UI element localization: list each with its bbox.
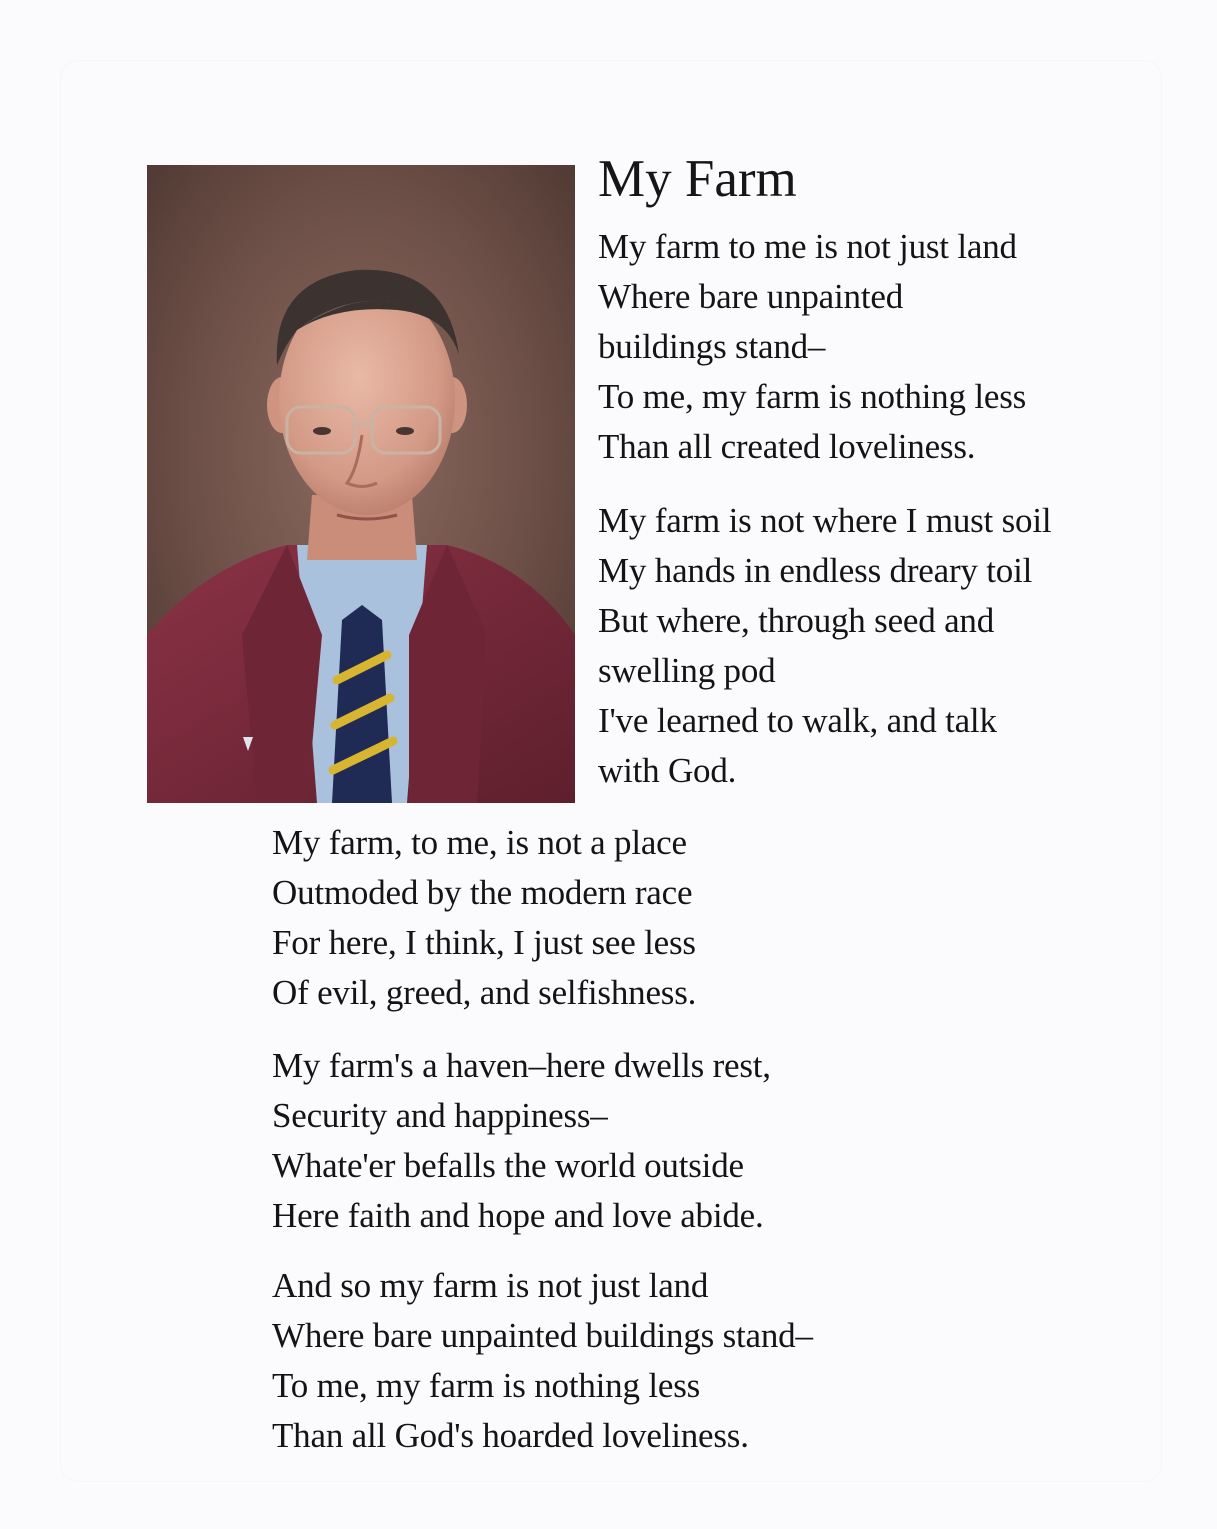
poem-line: Here faith and hope and love abide. xyxy=(272,1196,764,1235)
poem-line: To me, my farm is nothing less xyxy=(272,1366,701,1405)
poem-line: buildings stand– xyxy=(598,327,826,366)
poem-line: swelling pod xyxy=(598,651,776,690)
poem-title: My Farm xyxy=(598,150,797,208)
poem-line: To me, my farm is nothing less xyxy=(598,377,1027,416)
poem-line: For here, I think, I just see less xyxy=(272,923,696,962)
poem-line: My farm, to me, is not a place xyxy=(272,823,687,862)
poem-line: My farm to me is not just land xyxy=(598,227,1017,266)
stanza-4 xyxy=(272,1041,771,1241)
poem-line: Whate'er befalls the world outside xyxy=(272,1146,744,1185)
poem-line: with God. xyxy=(598,751,737,790)
poem-line: My hands in endless dreary toil xyxy=(598,551,1033,590)
poem-line: Than all God's hoarded loveliness. xyxy=(272,1416,749,1455)
stanza-2 xyxy=(598,496,1051,796)
stanza-1 xyxy=(598,222,1026,472)
portrait-photo xyxy=(147,165,575,803)
poem-line: Outmoded by the modern race xyxy=(272,873,693,912)
poem-line: My farm is not where I must soil xyxy=(598,501,1052,540)
poem-line: I've learned to walk, and talk xyxy=(598,701,997,740)
poem-line: Than all created loveliness. xyxy=(598,427,976,466)
stanza-3 xyxy=(272,818,696,1018)
stanza-5 xyxy=(272,1261,813,1461)
poem-line: Where bare unpainted buildings stand– xyxy=(272,1316,813,1355)
poem-line: My farm's a haven–here dwells rest, xyxy=(272,1046,771,1085)
poem-line: Of evil, greed, and selfishness. xyxy=(272,973,697,1012)
poem-line: Security and happiness– xyxy=(272,1096,608,1135)
poem-line: And so my farm is not just land xyxy=(272,1266,709,1305)
poem-line: But where, through seed and xyxy=(598,601,995,640)
poem-line: Where bare unpainted xyxy=(598,277,904,316)
